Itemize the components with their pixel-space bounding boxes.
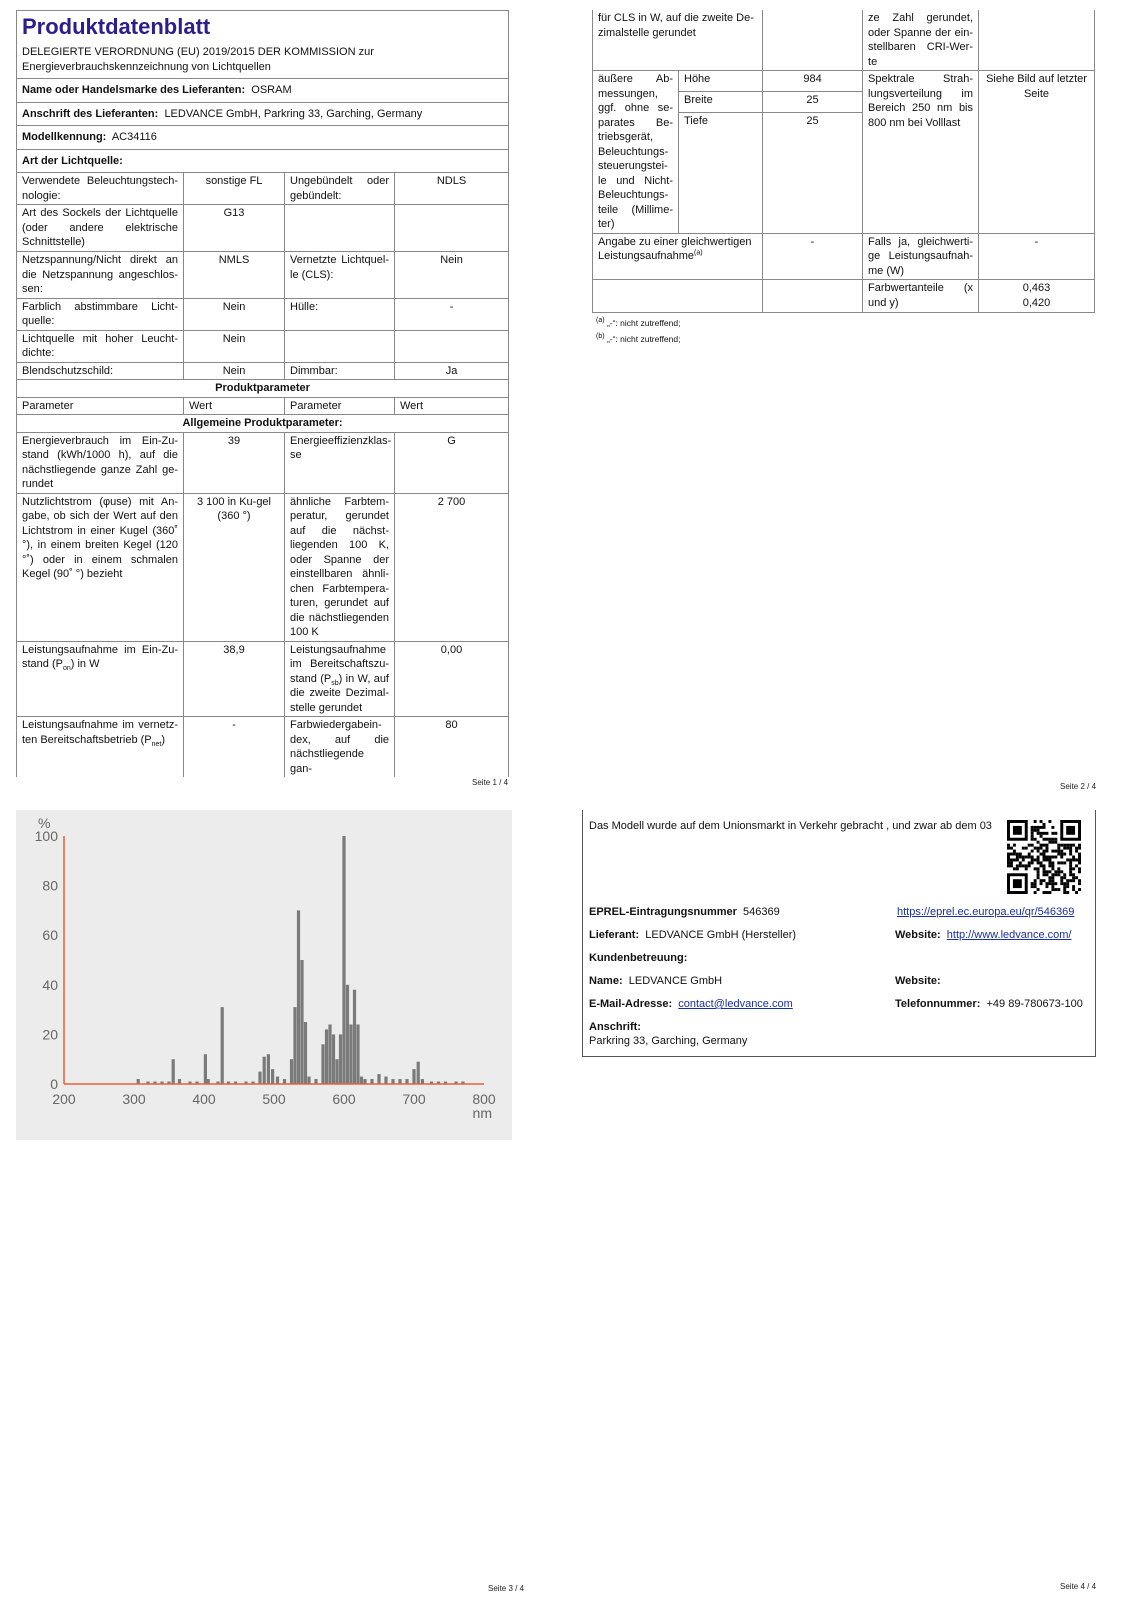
phone-row <box>895 998 1083 1010</box>
supplier-label: Lieferant: <box>589 929 640 941</box>
page-number: Seite 2 / 4 <box>1060 782 1097 791</box>
param-cell: Spektrale Strah-lungsverteilung im Bereich 250 nm bis 800 nm bei Volllast <box>863 71 979 234</box>
page-number: Seite 3 / 4 <box>488 1584 525 1593</box>
param-cell: Netzspannung/Nicht direkt an die Netzspannung angeschlos-sen: <box>17 252 184 299</box>
spectrum-bar <box>321 1044 324 1084</box>
value-cell: - <box>395 298 509 330</box>
spectrum-bar <box>412 1069 415 1084</box>
phone-label: Telefonnummer: <box>895 998 981 1010</box>
param-cell: Farblich abstimmbare Licht-quelle: <box>17 298 184 330</box>
spectrum-bar <box>332 1034 335 1084</box>
y-tick-label: 40 <box>42 976 58 993</box>
table-row <box>17 493 509 641</box>
x-tick-label: 200 <box>52 1091 76 1107</box>
param-cell <box>285 330 395 362</box>
spectrum-bar <box>258 1072 261 1084</box>
page-number: Seite 4 / 4 <box>1060 1582 1097 1591</box>
table-row <box>593 71 1095 92</box>
y-tick-label: 80 <box>42 877 58 894</box>
supplier-name-label: Name oder Handelsmarke des Lieferanten: <box>22 84 246 96</box>
value-cell: - <box>979 233 1095 280</box>
value-cell: 38,9 <box>184 641 285 717</box>
spectrum-bar <box>263 1057 266 1084</box>
light-type-heading-row <box>17 149 509 173</box>
chroma-x: 0,463 <box>1022 282 1051 294</box>
name-value: LEDVANCE GmbH <box>628 975 723 987</box>
supplier-value: LEDVANCE GmbH (Hersteller) <box>645 929 797 941</box>
value-cell: Nein <box>184 298 285 330</box>
spectrum-bar <box>328 1024 331 1084</box>
dimension-value: 984 <box>763 71 863 92</box>
x-tick-label: 600 <box>332 1091 356 1107</box>
param-cell: Leistungsaufnahme im Ein-Zu-stand $(P_{on})$ in W <box>17 641 184 717</box>
param-cell <box>285 205 395 252</box>
spectrum-bar <box>342 836 345 1084</box>
model-row <box>17 126 509 150</box>
x-tick-label: 800 <box>472 1091 496 1107</box>
table-row <box>17 298 509 330</box>
market-text: Das Modell wurde auf dem Unionsmarkt in Verkehr gebracht , und zwar ab dem 03 <box>589 820 992 832</box>
value-cell: 3 100 in Ku-gel (360 °) <box>184 493 285 641</box>
value-cell: - <box>184 717 285 778</box>
value-cell: NMLS <box>184 252 285 299</box>
param-cell: ähnliche Farbtem-peratur, gerundet auf die nächst-liegenden 100 K, oder Spanne der einstellbaren ähnli-chen Farbtempera-turen, gerundet auf die nächstliegenden 100 K <box>285 493 395 641</box>
spectrum-bar <box>204 1054 207 1084</box>
value-cell: G13 <box>184 205 285 252</box>
footnote-b-text: „-“: nicht zutreffend; <box>606 334 681 344</box>
spectrum-bar <box>346 985 349 1084</box>
param-cell: Farbwiedergabein-dex, auf die nächstliegende gan- <box>285 717 395 778</box>
value-cell: Nein <box>184 330 285 362</box>
model-id: AC34116 <box>111 131 157 143</box>
param-cell: Vernetzte Lichtquel-le (CLS): <box>285 252 395 299</box>
spectrum-bar <box>221 1007 224 1084</box>
spectrum-bar <box>353 990 356 1084</box>
column-header: Parameter <box>17 397 184 415</box>
param-cell: äußere Ab-messungen, ggf. ohne se-parates Be-triebsgerät, Beleuchtungs-steuerungstei-le und Nicht-Beleuchtungs-teile (Millime-ter) <box>593 71 679 234</box>
page-1 <box>16 10 508 777</box>
value-cell <box>763 280 863 313</box>
spectrum-bar <box>417 1062 420 1084</box>
website-row <box>895 929 1072 941</box>
column-header-row <box>17 397 509 415</box>
table-row <box>593 10 1095 71</box>
spectrum-bar <box>304 1022 307 1084</box>
supplier-name: OSRAM <box>251 84 292 96</box>
chroma-y: 0,420 <box>1022 296 1051 309</box>
dimension-name: Tiefe <box>679 112 763 233</box>
footnotes <box>596 315 1094 347</box>
value-cell <box>395 205 509 252</box>
param-cell: ze Zahl gerundet, oder Spanne der ein-stellbaren CRI-Wer-te <box>863 10 979 71</box>
column-header: Wert <box>395 397 509 415</box>
dimension-value: 25 <box>763 112 863 233</box>
param-cell: Energieverbrauch im Ein-Zu-stand (kWh/1000 h), auf die nächstliegende ganze Zahl ge-rundet <box>17 432 184 493</box>
page-number: Seite 1 / 4 <box>472 778 509 787</box>
phone-value: +49 89-780673-100 <box>986 998 1083 1010</box>
table-row <box>17 205 509 252</box>
table-row <box>17 330 509 362</box>
spectrum-bar <box>290 1059 293 1084</box>
table-row <box>593 280 1095 313</box>
eprel-link[interactable]: https://eprel.ec.europa.eu/qr/546369 <box>897 906 1075 918</box>
general-params-heading-row <box>17 415 509 433</box>
spectrum-bar <box>377 1074 380 1084</box>
table-row <box>593 233 1095 280</box>
value-cell: sonstige FL <box>184 173 285 205</box>
eprel-row <box>589 906 780 918</box>
website2-label: Website: <box>895 975 941 987</box>
value-cell: Nein <box>395 252 509 299</box>
address-label: Anschrift: <box>589 1021 641 1033</box>
param-cell: Art des Sockels der Lichtquelle (oder andere elektrische Schnittstelle) <box>17 205 184 252</box>
x-axis-unit: nm <box>472 1105 492 1121</box>
param-cell: Angabe zu einer gleichwertigen Leistungsaufnahme$^{(a)}$ <box>593 233 763 280</box>
y-axis-unit: % <box>38 815 51 831</box>
y-tick-label: 20 <box>42 1026 58 1043</box>
spectrum-svg <box>16 810 512 1140</box>
table-row <box>17 717 509 778</box>
qr-code-icon[interactable] <box>1007 820 1081 894</box>
regulation-text: DELEGIERTE VERORDNUNG (EU) 2019/2015 DER KOMMISSION zur Energieverbrauchskennzeichnung von Lichtquellen <box>22 46 374 73</box>
spectrum-bar <box>300 960 303 1084</box>
supplier-address-label: Anschrift des Lieferanten: <box>22 107 159 120</box>
param-cell <box>593 280 763 313</box>
model-label: Modellkennung: <box>22 131 107 143</box>
param-cell: Falls ja, gleichwerti-ge Leistungsaufnah-me (W) <box>863 233 979 280</box>
value-cell: 80 <box>395 717 509 778</box>
x-tick-label: 500 <box>262 1091 286 1107</box>
value-cell: G <box>395 432 509 493</box>
param-cell: Blendschutzschild: <box>17 362 184 380</box>
value-cell: 0,00 <box>395 641 509 717</box>
value-cell <box>395 330 509 362</box>
spectrum-bar <box>360 1077 363 1084</box>
spectrum-bar <box>297 910 300 1084</box>
param-cell: für CLS in W, auf die zweite De-zimalstelle gerundet <box>593 10 763 71</box>
footnote-b: $^{(b)}$ „-“: nicht zutreffend; <box>596 333 681 344</box>
customer-service-label: Kundenbetreuung: <box>589 952 688 964</box>
spectrum-bar <box>276 1077 279 1084</box>
supplier-name-row <box>17 79 509 103</box>
page-title: Produktdatenblatt <box>22 14 211 39</box>
value-cell <box>979 280 1095 313</box>
param-cell: Hülle: <box>285 298 395 330</box>
dimension-name: Breite <box>679 91 763 112</box>
service-name-row <box>589 975 722 987</box>
table-row <box>17 252 509 299</box>
website-label: Website: <box>895 929 941 941</box>
light-type-heading: Art der Lichtquelle: <box>17 149 509 173</box>
param-cell: Farbwertanteile (x und y) <box>863 280 979 313</box>
param-cell: Leistungsaufnahme im vernetz-ten Bereitschaftsbetrieb $(P_{net})$ <box>17 717 184 778</box>
table-row <box>17 173 509 205</box>
y-tick-label: 0 <box>50 1076 58 1092</box>
value-cell <box>979 10 1095 71</box>
spectrum-bar <box>356 1024 359 1084</box>
equiv-label: Angabe zu einer gleichwertigen Leistungsaufnahme <box>598 235 752 262</box>
page-4 <box>582 810 1096 1057</box>
supplier-address: LEDVANCE GmbH, Parkring 33, Garching, Germany <box>164 107 423 120</box>
title-row <box>17 11 509 79</box>
table-row <box>17 432 509 493</box>
product-params-heading-row <box>17 380 509 398</box>
param-cell: Dimmbar: <box>285 362 395 380</box>
datasheet-table <box>16 10 509 777</box>
email-label: E-Mail-Adresse: <box>589 998 673 1010</box>
value-cell: - <box>763 233 863 280</box>
value-cell <box>763 10 863 71</box>
email-row <box>589 998 793 1010</box>
y-tick-label: 100 <box>34 828 58 844</box>
value-cell: 39 <box>184 432 285 493</box>
value-cell: Siehe Bild auf letzter Seite <box>979 71 1095 234</box>
param-cell: Lichtquelle mit hoher Leucht-dichte: <box>17 330 184 362</box>
spectrum-bar <box>349 1024 352 1084</box>
name-label: Name: <box>589 975 623 987</box>
spectral-distribution-chart <box>16 810 512 1140</box>
product-params-heading: Produktparameter <box>17 380 509 398</box>
param-cell: Nutzlichtstrom (φuse) mit An-gabe, ob sich der Wert auf den Lichtstrom in einer Kugel (360˚ °), in einem breiten Kegel (120 °˚) oder in einem schmalen Kegel (90˚ °) bezieht <box>17 493 184 641</box>
value-cell: NDLS <box>395 173 509 205</box>
value-cell: Ja <box>395 362 509 380</box>
spectrum-bar <box>307 1077 310 1084</box>
spectrum-bar <box>267 1054 270 1084</box>
datasheet-table-continued <box>592 10 1095 313</box>
y-tick-label: 60 <box>42 927 58 944</box>
spectrum-bar <box>293 1007 296 1084</box>
spectrum-bar <box>384 1077 387 1084</box>
footnote-a: $^{(a)}$ „-“: nicht zutreffend; <box>596 317 681 328</box>
supplier-address-row <box>17 102 509 126</box>
param-cell: Ungebündelt oder gebündelt: <box>285 173 395 205</box>
supplier-row <box>589 929 796 941</box>
spectrum-bar <box>271 1069 274 1084</box>
spectrum-bar <box>172 1059 175 1084</box>
email-link[interactable]: contact@ledvance.com <box>678 998 793 1010</box>
spectrum-bar <box>335 1059 338 1084</box>
page-2 <box>592 10 1094 347</box>
dimension-value: 25 <box>763 91 863 112</box>
value-cell: 2 700 <box>395 493 509 641</box>
spectrum-bar <box>325 1029 328 1084</box>
table-row <box>17 362 509 380</box>
address-value: Parkring 33, Garching, Germany <box>589 1035 748 1047</box>
general-params-heading: Allgemeine Produktparameter: <box>17 415 509 433</box>
table-row <box>17 641 509 717</box>
param-cell: Energieeffizienzklas-se <box>285 432 395 493</box>
x-tick-label: 700 <box>402 1091 426 1107</box>
column-header: Wert <box>184 397 285 415</box>
x-tick-label: 300 <box>122 1091 146 1107</box>
footnote-a-text: „-“: nicht zutreffend; <box>606 318 681 328</box>
dimension-name: Höhe <box>679 71 763 92</box>
eprel-number: 546369 <box>743 906 780 918</box>
website-link[interactable]: http://www.ledvance.com/ <box>946 929 1072 941</box>
value-cell: Nein <box>184 362 285 380</box>
x-tick-label: 400 <box>192 1091 216 1107</box>
param-cell: Verwendete Beleuchtungstech-nologie: <box>17 173 184 205</box>
param-cell: Leistungsaufnahme im Bereitschaftszu-stand $(P_{sb})$ in W, auf die zweite Dezimal-stelle gerundet <box>285 641 395 717</box>
eprel-label: EPREL-Eintragungsnummer <box>589 906 737 918</box>
spectrum-bar <box>339 1034 342 1084</box>
column-header: Parameter <box>285 397 395 415</box>
